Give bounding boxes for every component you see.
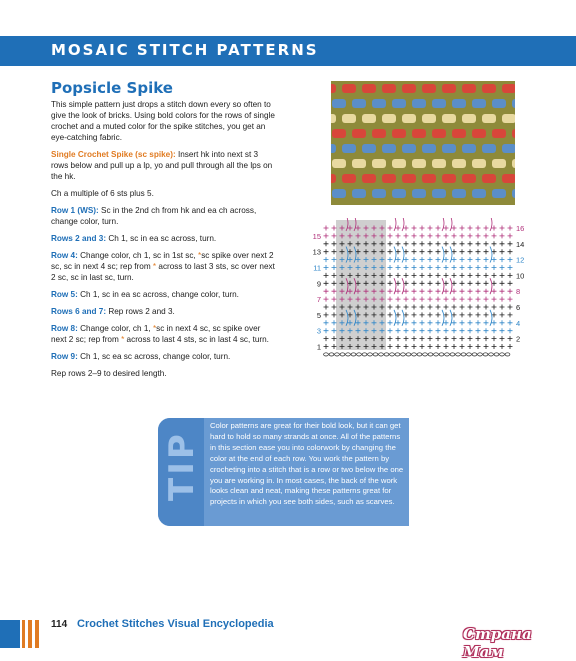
row-text: Ch 1, sc in ea sc across, change color, turn. — [77, 290, 239, 299]
chart-row-label-left: 13 — [312, 247, 321, 257]
repeat-star: * — [152, 262, 157, 271]
chart-row-label-right: 10 — [516, 271, 525, 281]
section-header-bar — [0, 36, 576, 66]
row-label: Row 8: — [51, 324, 78, 333]
chart-row-label-right: 12 — [516, 255, 525, 265]
row-label: Rows 6 and 7: — [51, 307, 107, 316]
row-text: sc in next 4 sc, sc spike over next 2 sc; rep from — [51, 324, 261, 344]
chain-instruction: Ch a multiple of 6 sts plus 5. — [51, 189, 154, 198]
chart-row-label-right: 14 — [516, 239, 525, 249]
chart-row-label-right: 8 — [516, 287, 521, 297]
row-label: Row 9: — [51, 352, 78, 361]
book-title: Crochet Stitches Visual Encyclopedia — [77, 618, 274, 630]
site-watermark: Страна Мам — [463, 625, 532, 661]
chart-row-label-left: 11 — [313, 263, 321, 273]
row-text: Ch 1, sc ea sc across, change color, turn. — [77, 352, 231, 361]
row-5 — [51, 289, 277, 300]
page-number: 114 — [51, 619, 68, 630]
row-8 — [51, 323, 277, 345]
row-text: across to last 4 sts, sc in last 4 sc, turn. — [124, 335, 269, 344]
row-text: across to last 3 sts, sc over next 2 sc, sc in last sc, turn. — [51, 262, 275, 282]
special-stitch-text: Insert hk into next st 3 rows below and pull up a lp, yo and pull through all the lps on the hk. — [51, 150, 273, 181]
special-stitch — [51, 149, 277, 182]
chart-row-label-right: 16 — [516, 224, 525, 233]
chart-row-label-left: 15 — [312, 231, 321, 241]
pattern-instructions — [51, 99, 277, 385]
row-text: Rep rows 2 and 3. — [106, 307, 175, 316]
section-header-title: MOSAIC STITCH PATTERNS — [51, 41, 319, 59]
chart-row-label-left: 5 — [316, 310, 321, 320]
rows-6-7 — [51, 306, 277, 317]
repeat-star: * — [152, 324, 157, 333]
row-text: Change color, ch 1, sc in 1st sc, — [77, 251, 198, 260]
repeat-star: * — [198, 251, 202, 260]
stitch-swatch-photo — [331, 81, 515, 205]
row-label: Row 4: — [51, 251, 78, 260]
row-1 — [51, 205, 277, 227]
chart-row-label-left: 7 — [316, 295, 321, 305]
tip-label: TIP — [162, 431, 202, 501]
row-text: Ch 1, sc in ea sc across, turn. — [106, 234, 217, 243]
special-stitch-label: Single Crochet Spike (sc spike): — [51, 150, 176, 159]
row-label: Rows 2 and 3: — [51, 234, 107, 243]
repeat-star: * — [121, 335, 125, 344]
row-9 — [51, 351, 277, 362]
pattern-intro: This simple pattern just drops a stitch down every so often to give the look of bricks. Using bold colors for the rows of single crochet and a muted color for the spike stitches, you get an eye-catching fabric. — [51, 100, 275, 142]
row-text: sc spike over next 2 sc, sc in next 4 sc; rep from — [51, 251, 274, 271]
stitch-chart — [310, 218, 530, 358]
chart-row-label-right: 6 — [516, 303, 521, 312]
chart-row-label-right: 4 — [516, 318, 521, 328]
chart-row-label-left: 9 — [316, 279, 321, 289]
row-label: Row 1 (WS): — [51, 206, 99, 215]
row-text: Sc in the 2nd ch from hk and ea ch across, change color, turn. — [51, 206, 257, 226]
row-label: Row 5: — [51, 290, 78, 299]
row-text: Change color, ch 1, — [77, 324, 153, 333]
chart-row-label-left: 1 — [316, 342, 321, 352]
tip-text: Color patterns are great for their bold look, but it can get hard to hold so many strands at once. All of the patterns in this section ease you into colorwork by changing the color at the end of each row. You work the pattern by crocheting into a stitch that is a row or two below the one you are working in. In most cases, the back of the work looks clean and neat, making these patterns great for projects in which you see both sides, such as scarves. — [210, 421, 404, 507]
chart-row-label-left: 3 — [316, 326, 321, 336]
chart-row-label-right: 2 — [516, 334, 521, 344]
rows-2-3 — [51, 233, 277, 244]
pattern-title: Popsicle Spike — [51, 79, 173, 97]
repeat-instruction: Rep rows 2–9 to desired length. — [51, 369, 167, 378]
row-4 — [51, 250, 277, 283]
